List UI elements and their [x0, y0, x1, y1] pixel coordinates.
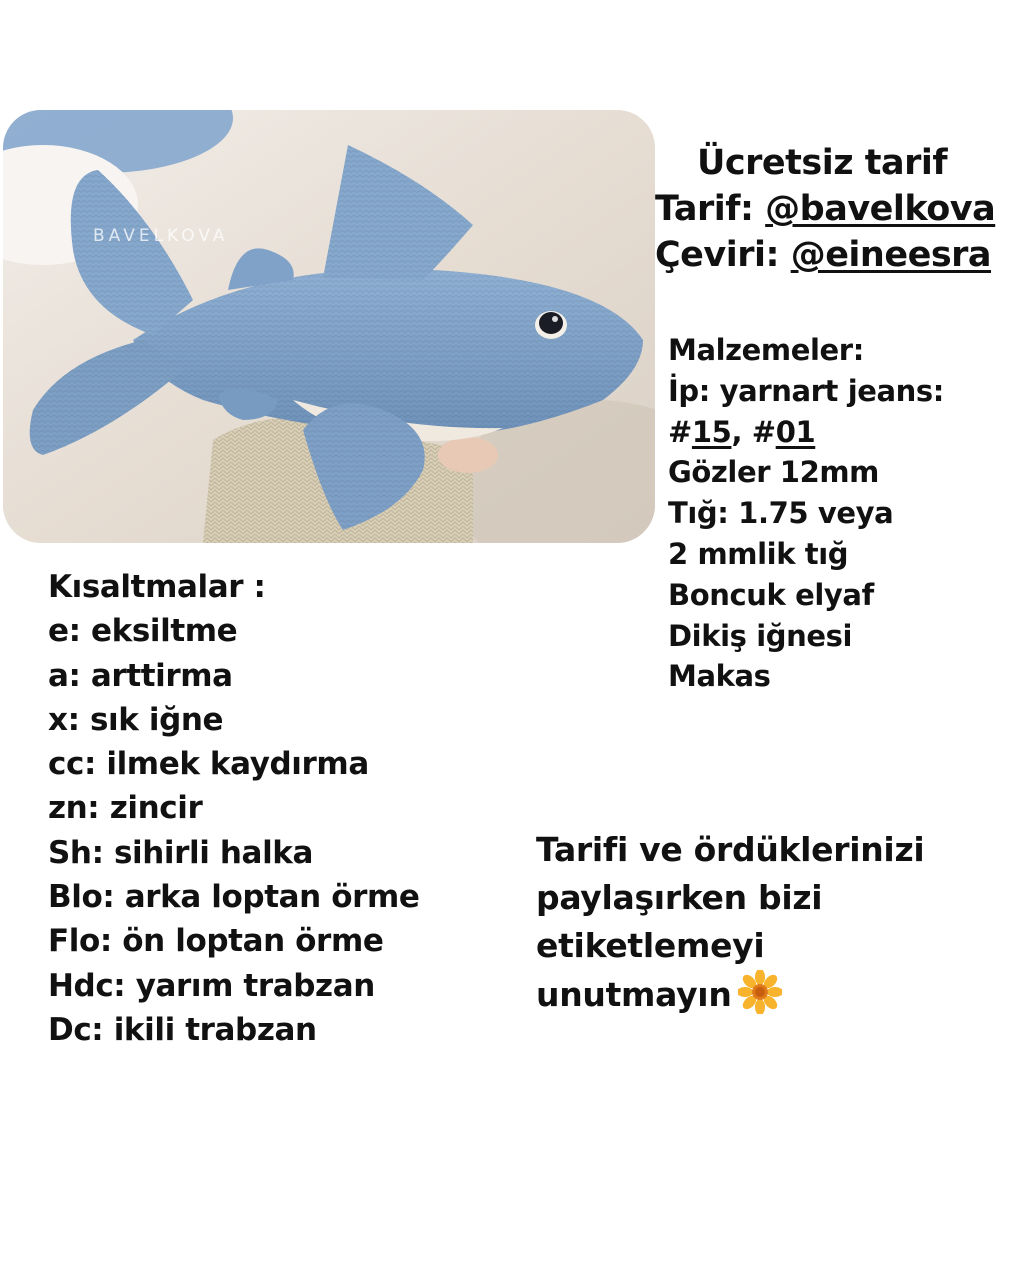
- note-line-last: [536, 970, 1006, 1019]
- materials-scissors: Makas: [668, 659, 771, 694]
- materials-list: [668, 330, 1013, 697]
- amigurumi-whale-photo: [3, 110, 655, 543]
- abbreviations-list: [48, 565, 508, 1052]
- recipe-header: [655, 140, 995, 278]
- tag-reminder-note: [536, 826, 1006, 1019]
- abbreviation-item: x: sık iğne: [48, 701, 224, 738]
- free-recipe-title: Ücretsiz tarif: [697, 143, 948, 183]
- note-line: unutmayın: [536, 975, 732, 1014]
- note-line: paylaşırken bizi: [536, 878, 823, 917]
- materials-stuffing: Boncuk elyaf: [668, 577, 874, 612]
- sunflower-icon: [738, 970, 782, 1014]
- abbreviation-item: cc: ilmek kaydırma: [48, 746, 369, 783]
- pattern-credit-label: Tarif:: [655, 189, 766, 229]
- color-hash: #: [668, 414, 692, 449]
- translator-handle[interactable]: @eineesra: [790, 235, 992, 275]
- translation-credit: [655, 232, 995, 278]
- note-line: Tarifi ve ördüklerinizi: [536, 830, 925, 869]
- materials-yarn: İp: yarnart jeans:: [668, 373, 944, 408]
- whale-illustration: [3, 110, 655, 543]
- note-line: etiketlemeyi: [536, 926, 765, 965]
- materials-yarn-colors: [668, 412, 1013, 453]
- materials-needle: Dikiş iğnesi: [668, 618, 853, 653]
- materials-eyes: Gözler 12mm: [668, 455, 880, 490]
- translation-credit-label: Çeviri:: [655, 235, 791, 275]
- color-separator: , #: [731, 414, 776, 449]
- pattern-credit: [655, 186, 995, 232]
- abbreviations-heading: Kısaltmalar :: [48, 569, 266, 605]
- materials-hook-line-2: 2 mmlik tığ: [668, 536, 849, 571]
- color-code-01[interactable]: 01: [775, 414, 816, 449]
- pattern-author-handle[interactable]: @bavelkova: [765, 189, 996, 229]
- abbreviation-item: e: eksiltme: [48, 613, 238, 650]
- abbreviation-item: zn: zincir: [48, 790, 203, 827]
- materials-hook-line-1: Tığ: 1.75 veya: [668, 496, 894, 531]
- abbreviation-item: Hdc: yarım trabzan: [48, 967, 375, 1004]
- watermark-text: BAVELKOVA: [93, 226, 229, 246]
- abbreviation-item: Sh: sihirli halka: [48, 834, 314, 871]
- abbreviation-item: Flo: ön loptan örme: [48, 923, 384, 960]
- materials-heading: Malzemeler:: [668, 333, 864, 367]
- abbreviation-item: Dc: ikili trabzan: [48, 1011, 317, 1048]
- abbreviation-item: Blo: arka loptan örme: [48, 879, 420, 916]
- color-code-15[interactable]: 15: [691, 414, 732, 449]
- abbreviation-item: a: arttirma: [48, 657, 233, 694]
